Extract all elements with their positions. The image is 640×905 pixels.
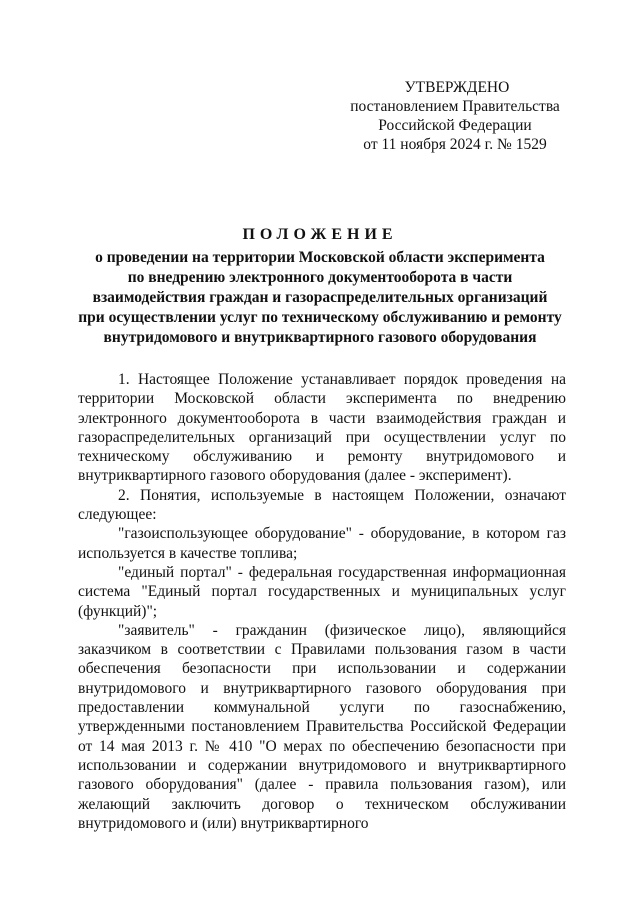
document-title — [40, 225, 600, 348]
title-line-5: внутридомового и внутриквартирного газового оборудования — [103, 329, 537, 346]
title-line-4: при осуществлении услуг по техническому обслуживанию и ремонту — [78, 309, 562, 326]
definition-gas-equipment: "газоиспользующее оборудование" - оборудование, в котором газ используется в качестве топлива; — [78, 525, 566, 562]
approval-heading: УТВЕРЖДЕНО — [404, 79, 510, 96]
paragraph-2: 2. Понятия, используемые в настоящем Положении, означают следующее: — [78, 486, 566, 524]
approval-line-1: постановлением Правительства — [350, 98, 560, 115]
approval-line-3: от 11 ноября 2024 г. № 1529 — [363, 136, 547, 153]
title-line-3: взаимодействия граждан и газораспределительных организаций — [92, 289, 548, 306]
title-line-1: о проведении на территории Московской области эксперимента — [95, 249, 545, 266]
definition-applicant: "заявитель" - гражданин (физическое лицо), являющийся заказчиком в соответствии с Правилами пользования газом в части обеспечения безопасности при использовании и содержании внутридомового и внутриквартирного газового оборудования при предоставлении коммунальной услуги по газоснабжению, утвержденными постановлением Правительства Российской Федерации от 14 мая 2013 г. № 410 "О мерах по обеспечению безопасности при использовании и содержании внутридомового и внутриквартирного газового оборудования" (далее - правила пользования газом), или желающий заключить договор о техническом обслуживании внутридомового и (или) внутриквартирного — [78, 621, 566, 832]
title-line-2: по внедрению электронного документооборота в части — [127, 269, 513, 286]
approval-line-2: Российской Федерации — [378, 117, 532, 134]
definition-unified-portal: "единый портал" - федеральная государственная информационная система "Единый портал государственных и муниципальных услуг (функций)"; — [78, 563, 566, 620]
paragraph-1: 1. Настоящее Положение устанавливает порядок проведения на территории Московской области эксперимента по внедрению электронного документооборота в части взаимодействия граждан и газораспределительных организаций при осуществлении услуг по техническому обслуживанию и ремонту внутридомового и внутриквартирного газового оборудования (далее - эксперимент). — [78, 371, 566, 485]
title-main: ПОЛОЖЕНИЕ — [242, 226, 398, 243]
approval-stamp — [330, 78, 580, 154]
document-body — [78, 370, 566, 833]
